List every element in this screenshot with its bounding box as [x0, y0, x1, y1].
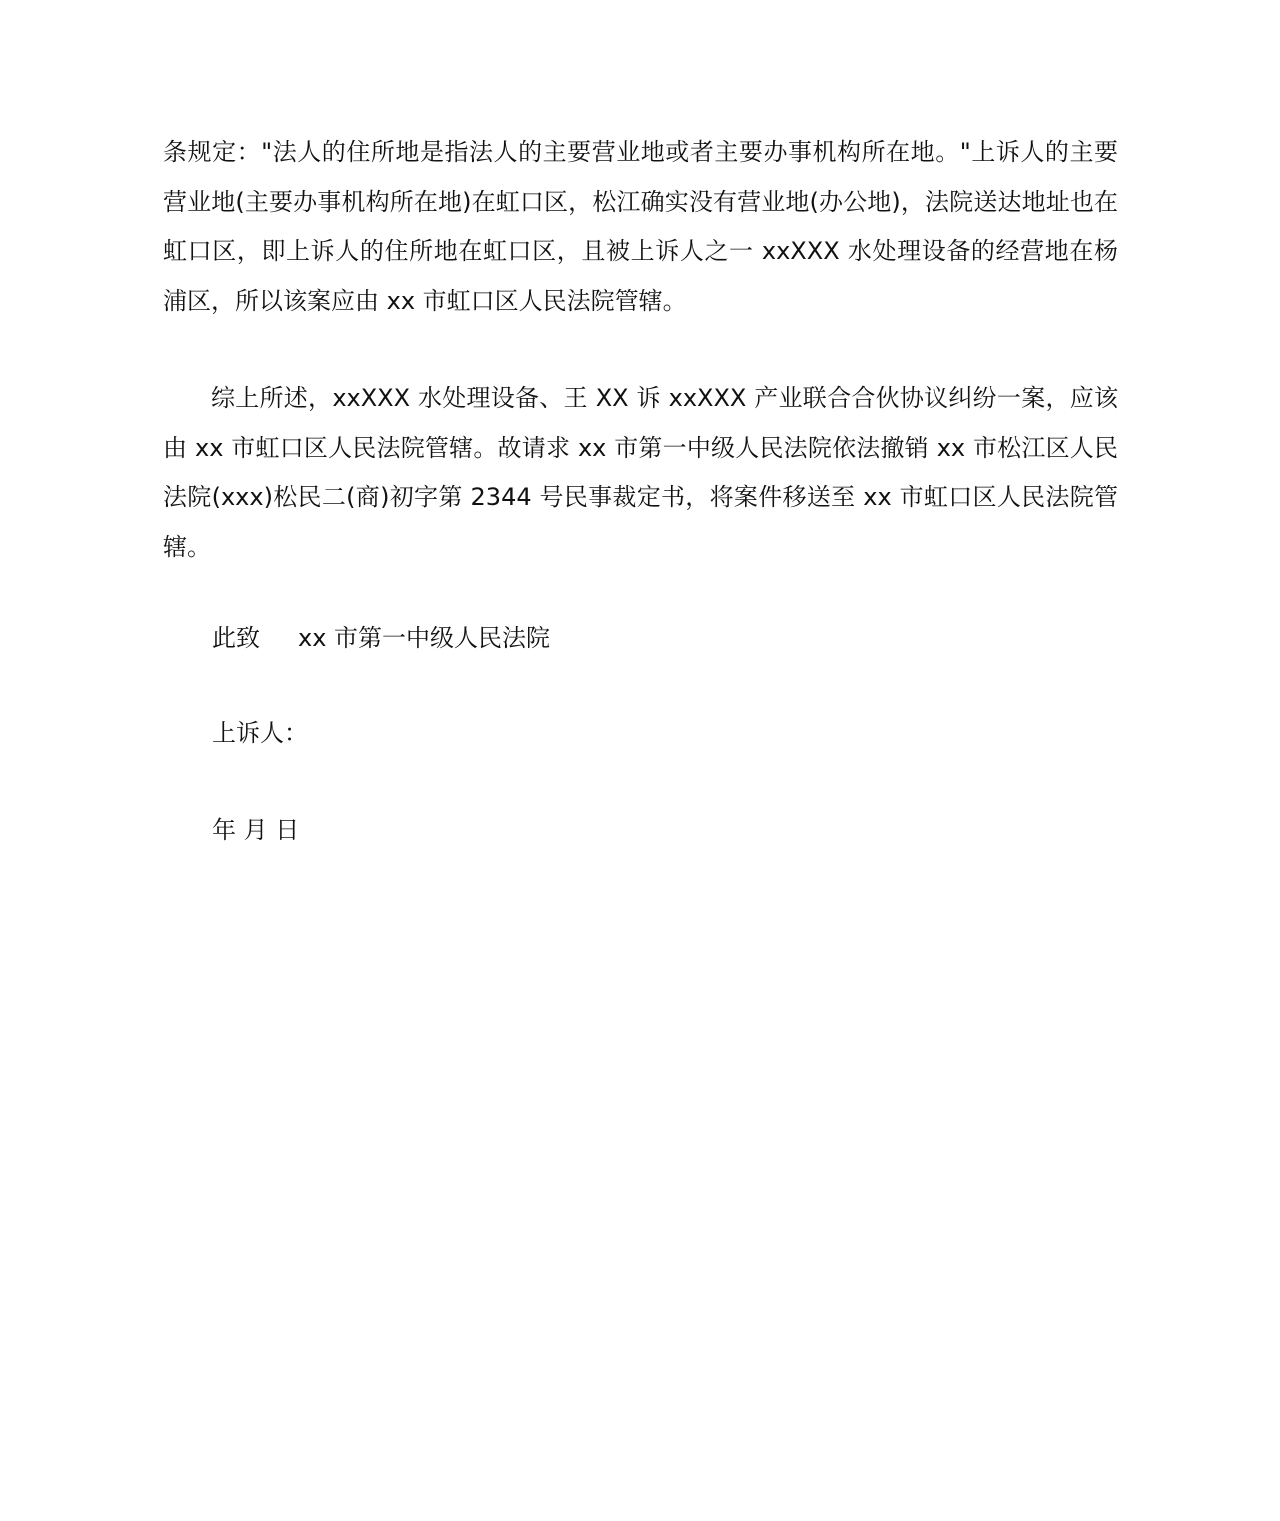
body-paragraph-conclusion: 综上所述，xxXXX 水处理设备、王 XX 诉 xxXXX 产业联合合伙协议纠纷一案，应该由 xx 市虹口区人民法院管辖。故请求 xx 市第一中级人民法院依法撤销 xx 市松江区人民法院(xxx)松民二(商)初字第 2344 号民事裁定书，将案件移送至 xx 市虹口区人民法院管辖。 [163, 384, 1118, 561]
salutation-line [212, 622, 550, 654]
salutation-label: 此致 [212, 624, 260, 652]
body-paragraph-jurisdiction: 条规定："法人的住所地是指法人的主要营业地或者主要办事机构所在地。"上诉人的主要营业地(主要办事机构所在地)在虹口区，松江确实没有营业地(办公地)，法院送达地址也在虹口区，即上诉人的住所地在虹口区，且被上诉人之一 xxXXX 水处理设备的经营地在杨浦区，所以该案应由 xx 市虹口区人民法院管辖。 [163, 138, 1118, 315]
appellant-signature-line: 上诉人： [212, 719, 308, 747]
addressee-court: xx 市第一中级人民法院 [298, 624, 551, 652]
date-line: 年 月 日 [212, 816, 300, 844]
